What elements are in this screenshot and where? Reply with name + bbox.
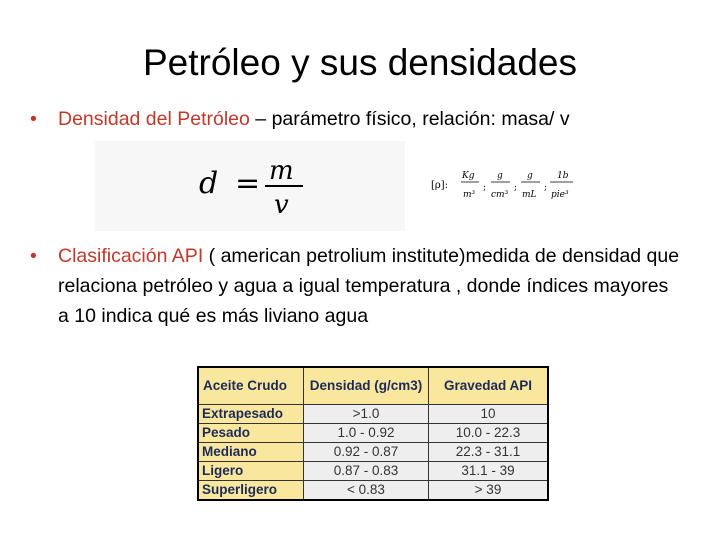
bullet-api — [30, 241, 680, 331]
header-density: Densidad (g/cm3) — [304, 367, 429, 405]
table-row — [198, 481, 548, 501]
unit2-den: cm³ — [491, 190, 509, 200]
unit-sep: ; — [514, 183, 518, 193]
formula-lhs: d — [199, 166, 219, 201]
formula-equals: = — [235, 166, 261, 201]
bullet-highlight: Densidad del Petróleo — [58, 108, 250, 130]
unit3-den: mL — [522, 190, 537, 200]
bullet-highlight: Clasificación API — [58, 245, 204, 267]
cell-density: 0.87 - 0.83 — [304, 462, 429, 481]
table-row — [198, 405, 548, 424]
formula-denominator: v — [274, 190, 289, 220]
table-row — [198, 443, 548, 462]
bullet-dot: • — [30, 245, 37, 267]
unit4-num: 1b — [557, 171, 569, 181]
bullet-text: ( american petrolium institute)medida de densidad que relaciona petróleo y agua a igual temperatura , donde índices mayores a 10 indica qué es más liviano agua — [58, 245, 680, 327]
density-units — [425, 160, 585, 208]
unit-sep: ; — [483, 183, 487, 193]
slide-title: Petróleo y sus densidades — [143, 42, 577, 83]
cell-gravity: 10 — [429, 405, 549, 424]
cell-crude: Mediano — [198, 443, 304, 462]
cell-gravity: 31.1 - 39 — [429, 462, 549, 481]
table-header-row — [198, 367, 548, 405]
unit1-den: m³ — [463, 190, 476, 200]
bullet-text: – parámetro físico, relación: masa/ v — [249, 108, 570, 130]
cell-density: < 0.83 — [304, 481, 429, 501]
cell-crude: Pesado — [198, 424, 304, 443]
units-prefix: [ρ]: — [431, 180, 449, 191]
unit4-den: pie³ — [551, 190, 569, 200]
table-row — [198, 462, 548, 481]
density-formula — [95, 141, 405, 231]
unit1-num: Kg — [462, 171, 475, 181]
api-classification-table — [197, 366, 549, 501]
cell-gravity: 10.0 - 22.3 — [429, 424, 549, 443]
unit-sep: ; — [544, 183, 548, 193]
unit2-num: g — [497, 171, 503, 181]
table-row — [198, 424, 548, 443]
cell-density: 0.92 - 0.87 — [304, 443, 429, 462]
cell-crude: Extrapesado — [198, 405, 304, 424]
cell-crude: Superligero — [198, 481, 304, 501]
formula-numerator: m — [269, 156, 294, 186]
header-gravity: Gravedad API — [429, 367, 549, 405]
cell-density: >1.0 — [304, 405, 429, 424]
unit3-num: g — [527, 171, 533, 181]
cell-gravity: 22.3 - 31.1 — [429, 443, 549, 462]
bullet-dot: • — [30, 108, 37, 130]
bullet-density — [30, 104, 680, 134]
cell-density: 1.0 - 0.92 — [304, 424, 429, 443]
cell-crude: Ligero — [198, 462, 304, 481]
header-crude: Aceite Crudo — [198, 367, 304, 405]
cell-gravity: > 39 — [429, 481, 549, 501]
